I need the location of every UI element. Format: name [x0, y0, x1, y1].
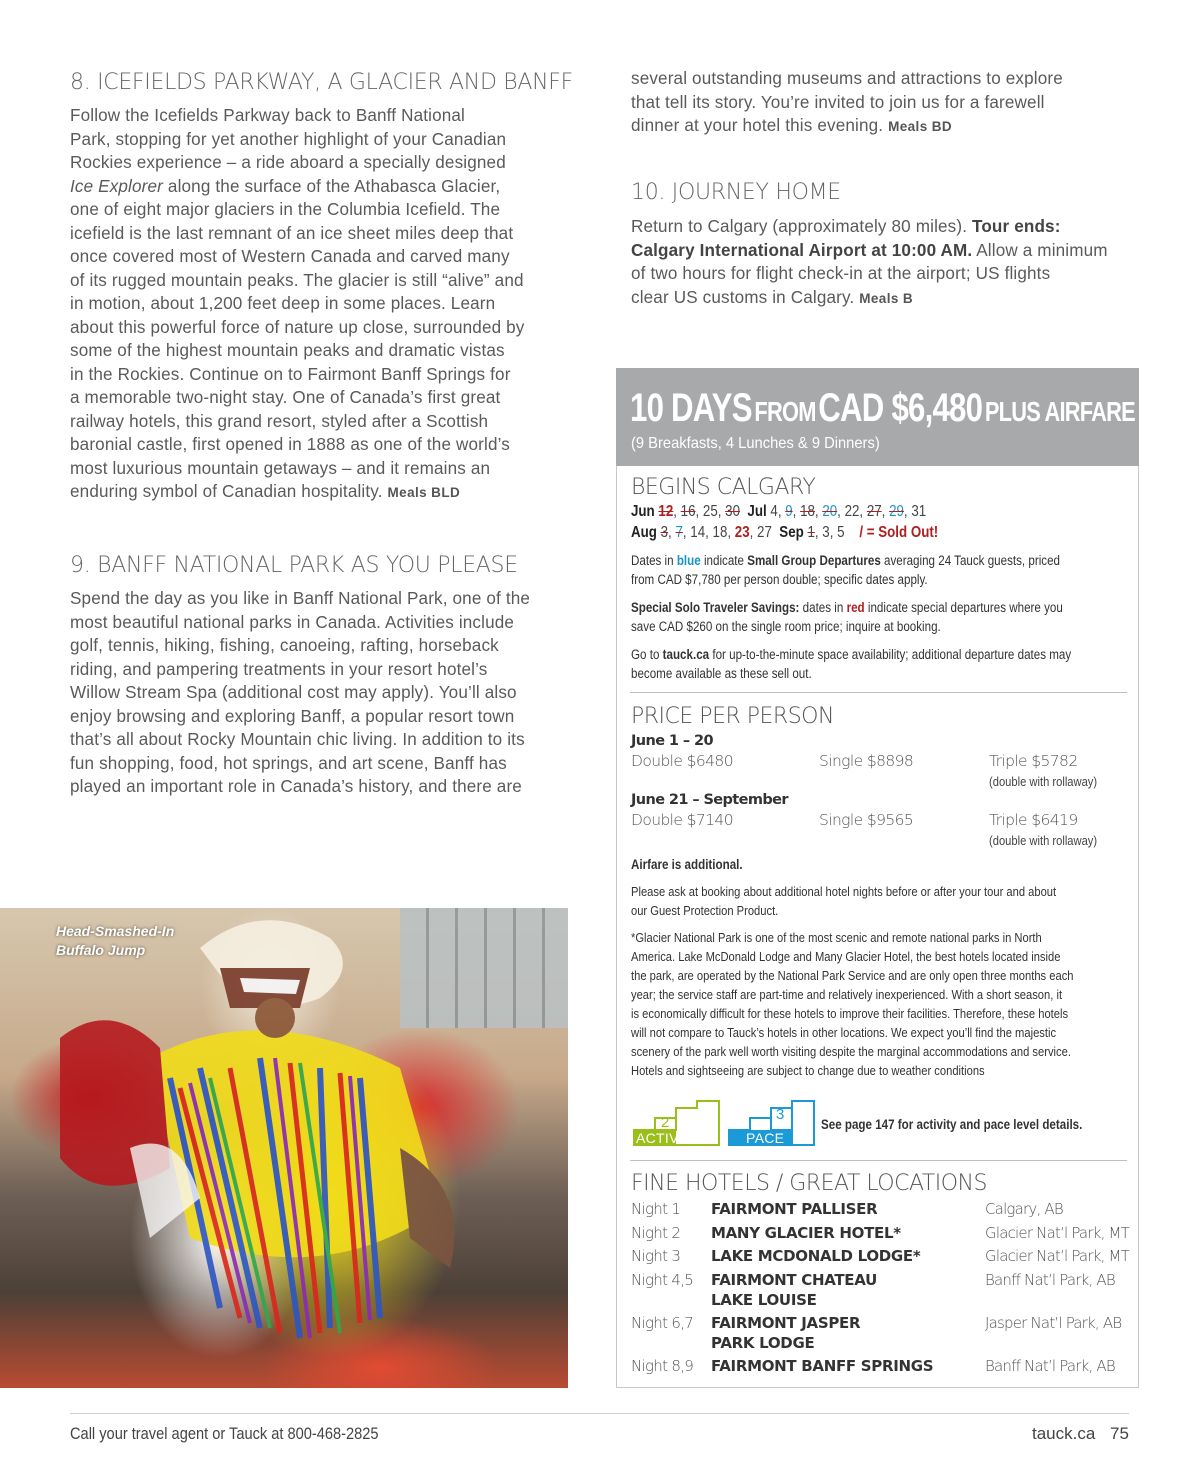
date: 18 [712, 524, 728, 541]
day10-body [631, 215, 1151, 310]
date: 27 [757, 524, 772, 541]
month-label: Jul [747, 503, 767, 520]
ice-explorer-italic: Ice Explorer [70, 176, 164, 196]
booking-note [631, 882, 1138, 920]
note-line: from CAD $7,780 per person double; specific dates apply. [631, 572, 928, 587]
text-line: fun shopping, food, hot springs, and art scene, Banff has [70, 753, 507, 773]
text-fragment: Dates in [631, 553, 674, 568]
text-line: of its rugged mountain peaks. The glacier is still “alive” and [70, 270, 524, 290]
hotel-location: Calgary, AB [985, 1200, 1063, 1218]
tour-title [630, 386, 1135, 431]
hotel-night: Night 2 [631, 1224, 681, 1242]
note-line: Hotels and sightseeing are subject to change due to weather conditions [631, 1063, 985, 1078]
small-group-label: Small Group Departures [747, 553, 881, 568]
text-line: some of the highest mountain peaks and dramatic vistas [70, 341, 505, 360]
date: 4 [770, 503, 778, 520]
price-single: Single $8898 [819, 752, 914, 770]
text-line [631, 286, 1151, 311]
hotel-night: Night 6,7 [631, 1314, 694, 1332]
note-line [631, 598, 1138, 617]
month-label: Aug [631, 524, 657, 541]
dancer-illustration [0, 908, 568, 1388]
hotels-heading: FINE HOTELS / GREAT LOCATIONS [631, 1171, 987, 1196]
text-fragment: averaging 24 Tauck guests, priced [884, 553, 1061, 568]
departure-dates-row2: Aug 3, 7, 14, 18, 23, 27 Sep 1, 3, 5 / = Sold Out! [631, 524, 939, 541]
date-sold-out: 12 [658, 503, 674, 520]
rollaway-note: (double with rollaway) [989, 774, 1098, 789]
hotel-location: Jasper Nat’l Park, AB [985, 1314, 1122, 1332]
meals-label: Meals B [859, 290, 914, 306]
text-line: played an important role in Canada’s history, and there are [70, 777, 522, 796]
activity-level-icon [633, 1100, 721, 1146]
text-line: that tell its story. You’re invited to join us for a farewell [631, 92, 1045, 112]
period-label: June 1 – 20 [631, 733, 713, 749]
note-line: save CAD $260 on the single room price; inquire at booking. [631, 619, 941, 634]
text-line [70, 175, 590, 199]
date-sold-out: 18 [800, 503, 815, 520]
text-line: riding, and pampering treatments in your resort hotel’s [70, 659, 488, 679]
hotel-name: LAKE MCDONALD LODGE* [711, 1247, 921, 1265]
note-line: Please ask at booking about additional hotel nights before or after your tour and about [631, 884, 1057, 899]
note-line: become available as these sell out. [631, 666, 812, 681]
text-line: Park, stopping for yet another highlight of your Canadian [70, 129, 507, 149]
note-line [631, 645, 1138, 664]
title-days: 10 DAYS [630, 386, 752, 430]
solo-label: Special Solo Traveler Savings: [631, 600, 800, 615]
text-fragment: enduring symbol of Canadian hospitality. [70, 482, 383, 501]
text-line [631, 239, 1151, 263]
glacier-note [631, 928, 1138, 1080]
hotel-location: Banff Nat’l Park, AB [985, 1271, 1115, 1289]
meals-label: Meals BD [888, 119, 953, 134]
date-solo: 23 [734, 524, 750, 541]
text-line: a memorable two-night stay. One of Canada’s first great [70, 388, 501, 407]
dancer-photo [0, 908, 568, 1388]
note-line: year; the service staff are part-time and relatively inexperienced. With a short season, it [631, 987, 1063, 1002]
note-line: will not compare to Tauck’s hotels in other locations. We expect you’ll find the majestic [631, 1025, 1057, 1040]
hotel-name: FAIRMONT CHATEAU [711, 1271, 877, 1289]
price-double: Double $6480 [631, 752, 733, 770]
sold-out-legend: / = Sold Out! [859, 524, 939, 541]
note-line: *Glacier National Park is one of the most scenic and remote national parks in North [631, 930, 1042, 945]
divider [630, 692, 1127, 693]
hotel-location: Glacier Nat’l Park, MT [985, 1247, 1130, 1265]
hotel-location: Banff Nat’l Park, AB [985, 1357, 1115, 1375]
hotel-night: Night 8,9 [631, 1357, 694, 1375]
blue-keyword: blue [676, 553, 701, 568]
text-fragment: along the surface of the Athabasca Glacier, [163, 176, 501, 196]
date-sold-out: 30 [725, 503, 741, 520]
month-label: Sep [779, 524, 804, 541]
divider [630, 1160, 1127, 1161]
text-line: several outstanding museums and attractions to explore [631, 69, 1063, 88]
text-fragment: Allow a minimum [976, 240, 1108, 260]
day10-heading: 10. JOURNEY HOME [631, 180, 841, 205]
photo-caption [56, 922, 174, 960]
pace-label: PACE [746, 1130, 785, 1146]
hotel-name: FAIRMONT BANFF SPRINGS [711, 1357, 934, 1375]
text-fragment: indicate [703, 553, 744, 568]
title-from: FROM [754, 396, 816, 427]
text-line [631, 215, 1151, 239]
price-single: Single $9565 [819, 811, 914, 829]
hotel-night: Night 1 [631, 1200, 681, 1218]
tour-ends-label: Tour ends: [972, 217, 1061, 236]
title-price: CAD $6,480 [818, 386, 983, 430]
activity-level: 2 [661, 1114, 670, 1131]
date-sold-out: 3 [660, 524, 669, 541]
note-line [631, 551, 1138, 570]
text-line: in the Rockies. Continue on to Fairmont Banff Springs for [70, 364, 511, 384]
text-line: one of eight major glaciers in the Columbia Icefield. The [70, 200, 501, 219]
date-sold-out: 27 [866, 503, 882, 520]
text-fragment: indicate special departures where you [867, 600, 1063, 615]
text-line: that’s all about Rocky Mountain chic living. In addition to its [70, 730, 525, 749]
level-note [821, 1115, 1082, 1134]
solo-note [631, 598, 1138, 636]
small-group-note [631, 551, 1138, 589]
text-line [631, 114, 1151, 139]
hotel-name: MANY GLACIER HOTEL* [711, 1224, 901, 1242]
day9-continued [631, 67, 1151, 139]
text-line: baronial castle, first opened in 1888 as one of the world’s [70, 435, 510, 454]
meals-summary: (9 Breakfasts, 4 Lunches & 9 Dinners) [631, 435, 880, 452]
date: 22 [844, 503, 860, 520]
note-line: scenery of the park well worth visiting despite the marginal accommodations and service. [631, 1044, 1071, 1059]
meals-label: Meals BLD [387, 485, 461, 500]
text-fragment: dates in [802, 600, 844, 615]
day9-body [70, 587, 610, 799]
footer-divider [70, 1413, 1129, 1414]
day8-heading: 8. ICEFIELDS PARKWAY, A GLACIER AND BANFF [70, 70, 573, 95]
text-line: of two hours for flight check-in at the airport; US flights [631, 264, 1051, 283]
hotel-location: Glacier Nat’l Park, MT [985, 1224, 1130, 1242]
note-line: the park, are operated by the National Park Service and are only open three months each [631, 968, 1074, 983]
hotel-name: FAIRMONT JASPER [711, 1314, 861, 1332]
date-sold-out: 1 [807, 524, 815, 541]
rollaway-note: (double with rollaway) [989, 833, 1098, 848]
text-fragment: clear US customs in Calgary. [631, 287, 855, 307]
price-triple: Triple $6419 [989, 811, 1078, 829]
airfare-note [631, 855, 743, 874]
period-label: June 21 – September [631, 792, 788, 808]
hotel-name-line2: LAKE LOUISE [711, 1291, 817, 1309]
contact-line: Call your travel agent or Tauck at 800-468-2825 [70, 1424, 379, 1443]
hotel-name-line2: PARK LODGE [711, 1334, 815, 1352]
caption-line: Head-Smashed-In [56, 923, 175, 939]
text-line: Willow Stream Spa (additional cost may apply). You’ll also [70, 683, 517, 702]
month-label: Jun [631, 503, 655, 520]
site-link[interactable]: tauck.ca [1032, 1424, 1096, 1443]
text-line: Rockies experience – a ride aboard a specially designed [70, 153, 506, 172]
begins-heading: BEGINS CALGARY [631, 475, 816, 500]
availability-note [631, 645, 1138, 683]
text-line: in motion, about 1,200 feet deep in some places. Learn [70, 294, 496, 313]
text-fragment: Return to Calgary (approximately 80 miles). [631, 217, 968, 236]
note-line: our Guest Protection Product. [631, 903, 779, 918]
text-line: once covered most of Western Canada and carved many [70, 247, 510, 266]
price-double: Double $7140 [631, 811, 733, 829]
caption-line: Buffalo Jump [56, 942, 146, 958]
red-keyword: red [846, 600, 865, 615]
date: 3 [822, 524, 830, 541]
text-fragment: Go to [631, 647, 660, 662]
note-line: is economically difficult for these hotels to improve their facilities. Therefore, these hotels [631, 1006, 1069, 1021]
date: 25 [702, 503, 718, 520]
text-line: about this powerful force of nature up close, surrounded by [70, 317, 525, 337]
level-note-text: See page 147 for activity and pace level details. [821, 1117, 1083, 1132]
hotel-night: Night 3 [631, 1247, 681, 1265]
date-sold-out: 20 [822, 503, 838, 520]
pace-level-icon [728, 1100, 816, 1146]
text-fragment: for up-to-the-minute space availability; additional departure dates may [712, 647, 1072, 662]
date-sold-out: 16 [680, 503, 696, 520]
text-line: golf, tennis, hiking, fishing, canoeing, rafting, horseback [70, 636, 499, 655]
page-number: 75 [1110, 1424, 1129, 1443]
text-fragment: dinner at your hotel this evening. [631, 116, 884, 135]
text-line: enjoy browsing and exploring Banff, a popular resort town [70, 706, 515, 726]
date: 14 [690, 524, 706, 541]
tour-end-location: Calgary International Airport at 10:00 AM. [631, 240, 973, 260]
website-link[interactable]: tauck.ca [662, 647, 710, 662]
date-sold-out: 29 [889, 503, 904, 520]
text-line: icefield is the last remnant of an ice sheet miles deep that [70, 223, 514, 243]
price-triple: Triple $5782 [989, 752, 1078, 770]
hotel-night: Night 4,5 [631, 1271, 694, 1289]
text-line [70, 480, 590, 505]
note-line: America. Lake McDonald Lodge and Many Glacier Hotel, the best hotels located inside [631, 949, 1061, 964]
day9-heading: 9. BANFF NATIONAL PARK AS YOU PLEASE [70, 553, 518, 578]
text-line: most luxurious mountain getaways – and it remains an [70, 458, 491, 478]
date: 5 [837, 524, 845, 541]
departure-dates-row1: Jun 12, 16, 25, 30 Jul 4, 9, 18, 20, 22, 27, 29, 31 [631, 503, 927, 520]
date-sold-out: 7 [675, 524, 683, 541]
text-line: Spend the day as you like in Banff National Park, one of the [70, 589, 531, 608]
day8-body [70, 104, 590, 505]
activity-label: ACTIVITY [636, 1130, 702, 1146]
text-line: Follow the Icefields Parkway back to Banff National [70, 106, 465, 125]
pace-level: 3 [776, 1106, 785, 1123]
airfare-text: Airfare is additional. [631, 857, 743, 872]
hotel-name: FAIRMONT PALLISER [711, 1200, 878, 1218]
text-line: most beautiful national parks in Canada. Activities include [70, 612, 515, 632]
date-sold-out: 9 [785, 503, 793, 520]
date: 31 [911, 503, 927, 520]
price-heading: PRICE PER PERSON [631, 704, 834, 729]
text-line: railway hotels, this grand resort, styled after a Scottish [70, 411, 489, 431]
title-plus-airfare: PLUS AIRFARE [984, 396, 1135, 427]
